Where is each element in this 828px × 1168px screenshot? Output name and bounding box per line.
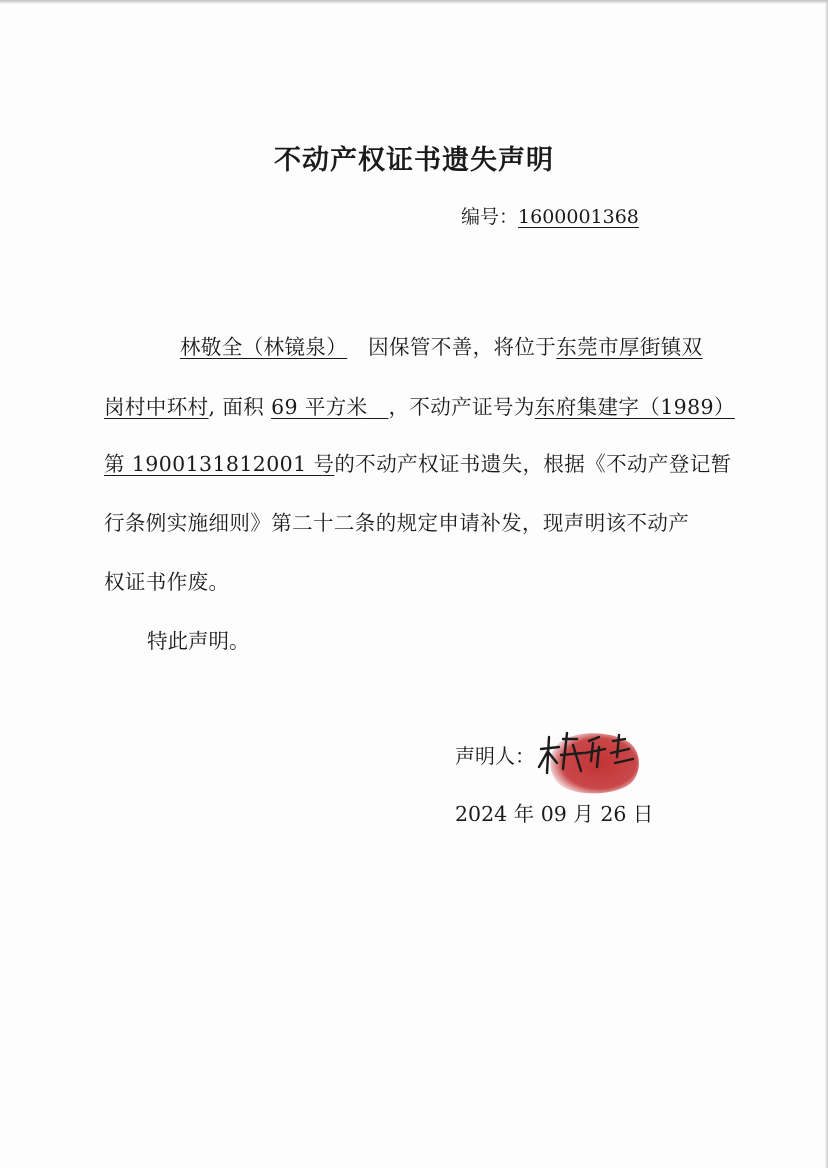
serial-number [461, 202, 639, 229]
document-title: 不动产权证书遗失声明 [274, 145, 554, 176]
declarant-line [455, 740, 535, 769]
property-area: 69 平方米 [271, 395, 368, 419]
owner-name: 林敬全（林镜泉） [180, 335, 348, 359]
body-text: ，不动产证号为 [388, 395, 535, 419]
scan-edge [0, 0, 828, 4]
property-address: 东莞市厚街镇双 [556, 335, 703, 359]
body-line [104, 447, 732, 477]
declaration-date: 2024 年 09 月 26 日 [455, 802, 654, 826]
serial-label: 编号： [461, 206, 519, 228]
body-line: 行条例实施细则》第二十二条的规定申请补发，现声明该不动产 [104, 511, 690, 535]
serial-value: 1600001368 [518, 206, 639, 228]
certificate-number: 第 1900131812001 号 [104, 452, 335, 476]
property-address: 岗村中环村 [104, 395, 209, 419]
body-line [104, 390, 735, 420]
declarant-label: 声明人： [455, 744, 535, 768]
signature-seal [533, 727, 647, 797]
closing-statement: 特此声明。 [147, 629, 250, 653]
body-line [180, 330, 703, 360]
body-text: 因保管不善，将位于 [368, 335, 557, 359]
certificate-number: 东府集建字（1989） [534, 395, 735, 419]
body-text: 的不动产权证书遗失，根据《不动产登记暂 [334, 452, 732, 476]
body-line: 权证书作废。 [104, 570, 230, 594]
body-text: , 面积 [208, 395, 265, 419]
